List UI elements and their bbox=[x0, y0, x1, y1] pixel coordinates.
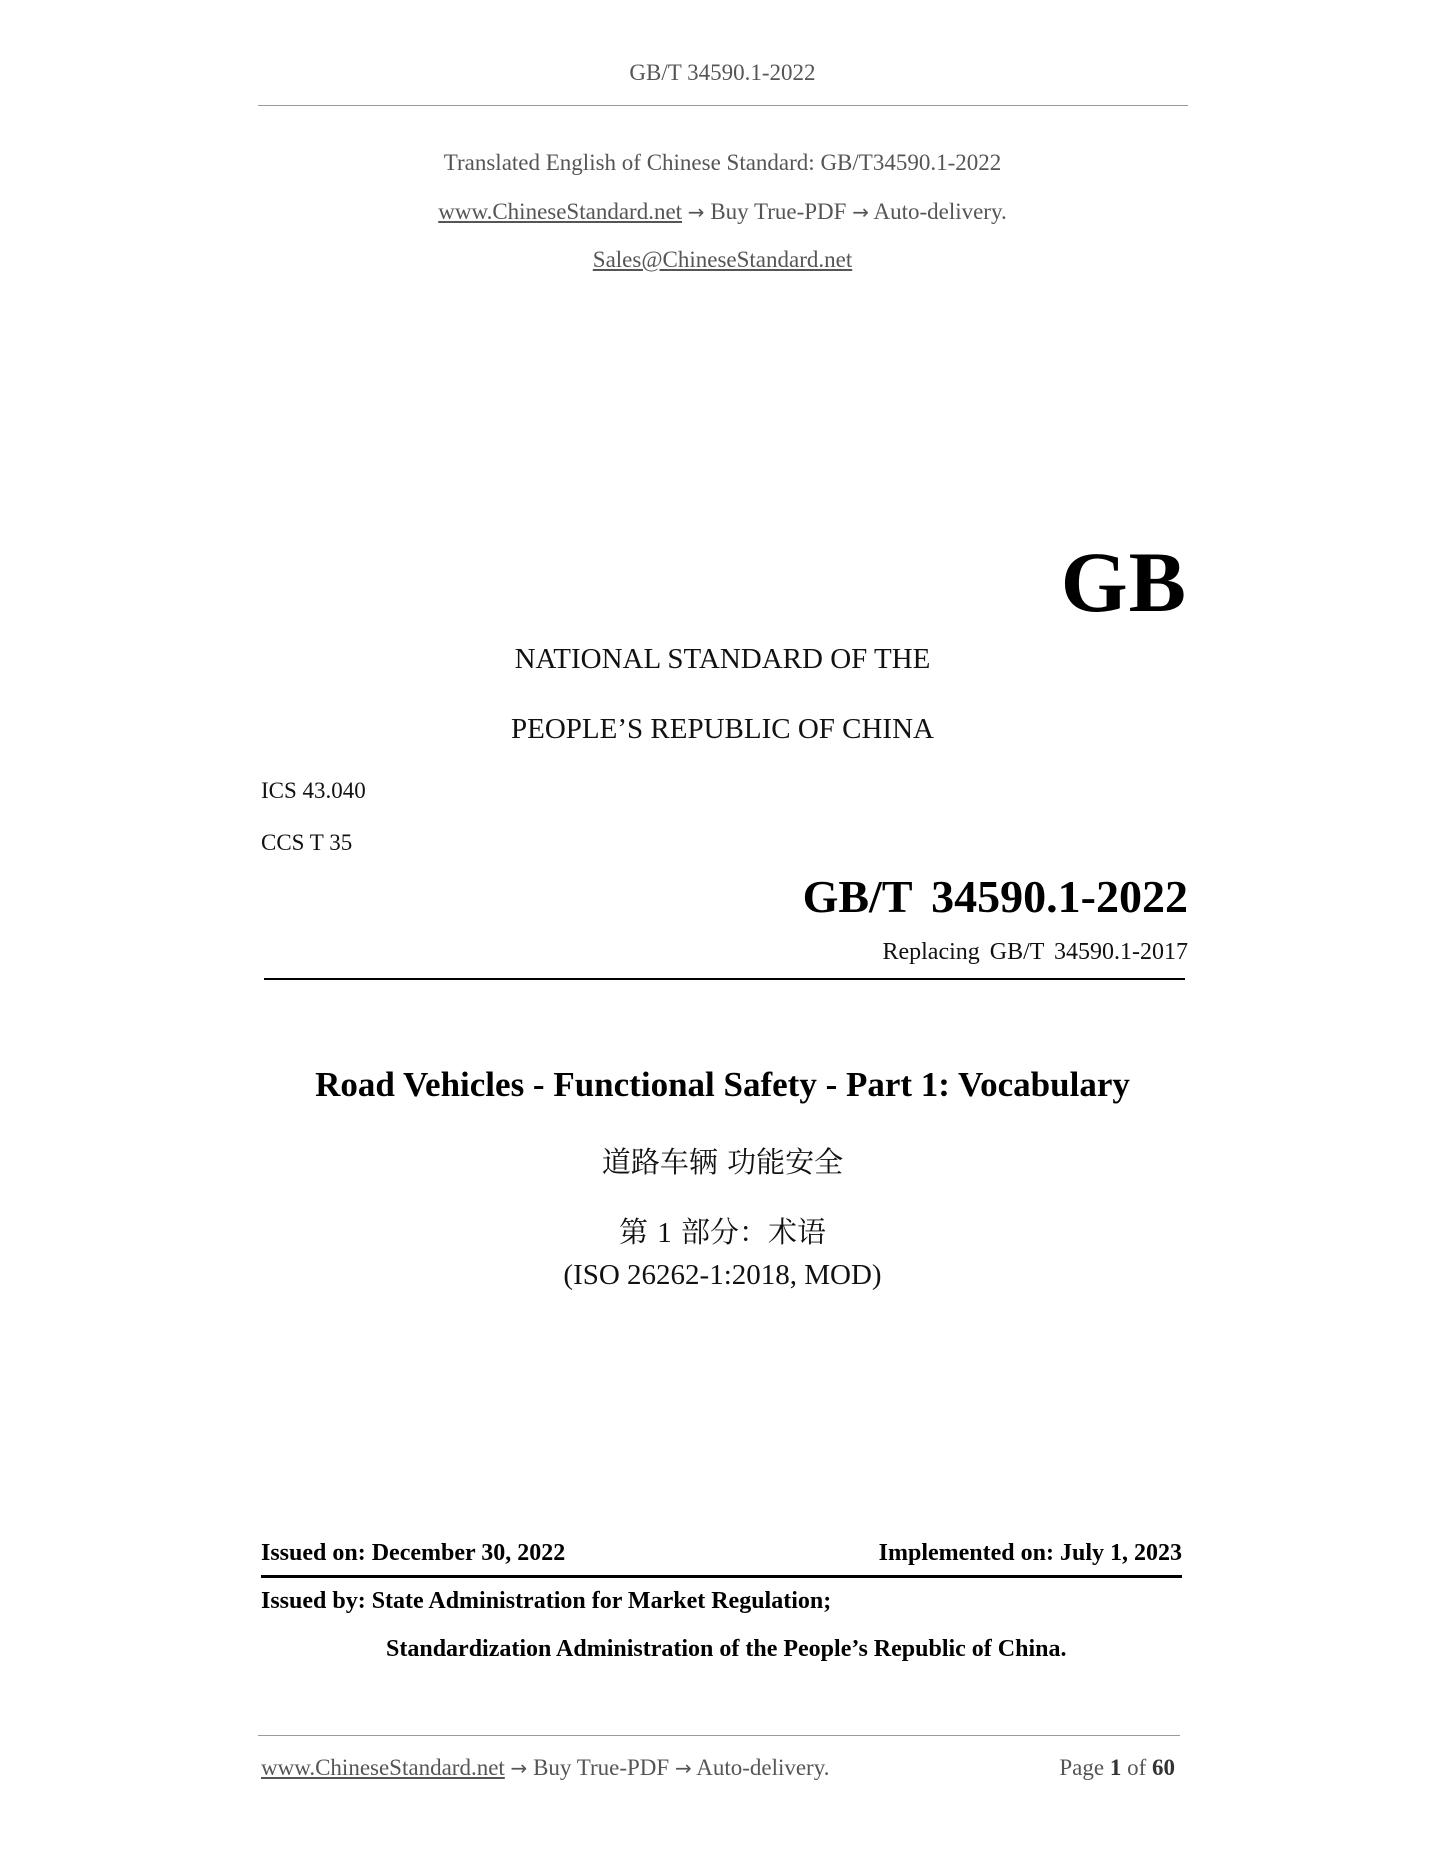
iso-reference: (ISO 26262-1:2018, MOD) bbox=[563, 1259, 882, 1291]
chinese-title-line-2 bbox=[0, 1210, 1445, 1251]
chinese-title-line-1: 道路车辆 功能安全 bbox=[601, 1145, 844, 1179]
promo-email-line bbox=[0, 247, 1445, 273]
cover-divider bbox=[264, 978, 1185, 980]
issued-on-date: Issued on: December 30, 2022 bbox=[261, 1540, 566, 1566]
ccs-code: CCS T 35 bbox=[261, 830, 353, 855]
gb-mark: GB bbox=[1060, 534, 1187, 630]
issue-dates-row bbox=[261, 1540, 1182, 1567]
auto-delivery-text: Auto-delivery. bbox=[873, 199, 1007, 224]
chinesestandard-link[interactable]: www.ChineseStandard.net bbox=[438, 199, 683, 224]
arrow-right-icon: → bbox=[510, 1756, 528, 1780]
ics-code: ICS 43.040 bbox=[261, 778, 366, 803]
chinese-title-part-number: 1 bbox=[657, 1217, 672, 1249]
buy-true-pdf-text: Buy True-PDF bbox=[710, 199, 847, 224]
chinese-title-part-suffix: 部分：术语 bbox=[680, 1215, 826, 1249]
footer-promo bbox=[261, 1755, 829, 1781]
national-standard-line-2: PEOPLE’S REPUBLIC OF CHINA bbox=[511, 713, 934, 745]
page-number bbox=[1059, 1755, 1175, 1781]
running-header: GB/T 34590.1-2022 bbox=[629, 60, 816, 85]
issued-by: Issued by: State Administration for Market Regulation; bbox=[261, 1588, 832, 1614]
page-total: 60 bbox=[1152, 1755, 1175, 1780]
page-of-label: of bbox=[1127, 1755, 1147, 1780]
arrow-right-icon: → bbox=[674, 1756, 692, 1780]
footer-chinesestandard-link[interactable]: www.ChineseStandard.net bbox=[261, 1755, 505, 1780]
issue-divider bbox=[261, 1575, 1182, 1578]
issued-by-second-authority: Standardization Administration of the People’s Republic of China. bbox=[386, 1636, 1067, 1662]
standard-number: GB/T 34590.1-2022 bbox=[802, 871, 1188, 922]
header-divider bbox=[258, 105, 1188, 106]
replacing-standard: Replacing GB/T 34590.1-2017 bbox=[882, 939, 1188, 965]
footer-divider bbox=[258, 1735, 1180, 1736]
implemented-on-date: Implemented on: July 1, 2023 bbox=[878, 1540, 1182, 1566]
chinese-title-part-prefix: 第 bbox=[619, 1215, 649, 1249]
page-label: Page bbox=[1059, 1755, 1105, 1780]
footer-auto-delivery-text: Auto-delivery. bbox=[696, 1755, 830, 1780]
english-title: Road Vehicles - Functional Safety - Part 1: Vocabulary bbox=[315, 1065, 1130, 1104]
sales-email-link[interactable]: Sales@ChineseStandard.net bbox=[592, 247, 853, 272]
footer-buy-true-pdf-text: Buy True-PDF bbox=[533, 1755, 670, 1780]
promo-buy-line bbox=[0, 199, 1445, 225]
page-current: 1 bbox=[1109, 1755, 1122, 1780]
arrow-right-icon: → bbox=[687, 200, 705, 224]
national-standard-line-1: NATIONAL STANDARD OF THE bbox=[514, 643, 931, 675]
promo-translation-line: Translated English of Chinese Standard: GB/T34590.1-2022 bbox=[443, 150, 1002, 175]
arrow-right-icon: → bbox=[852, 200, 869, 224]
